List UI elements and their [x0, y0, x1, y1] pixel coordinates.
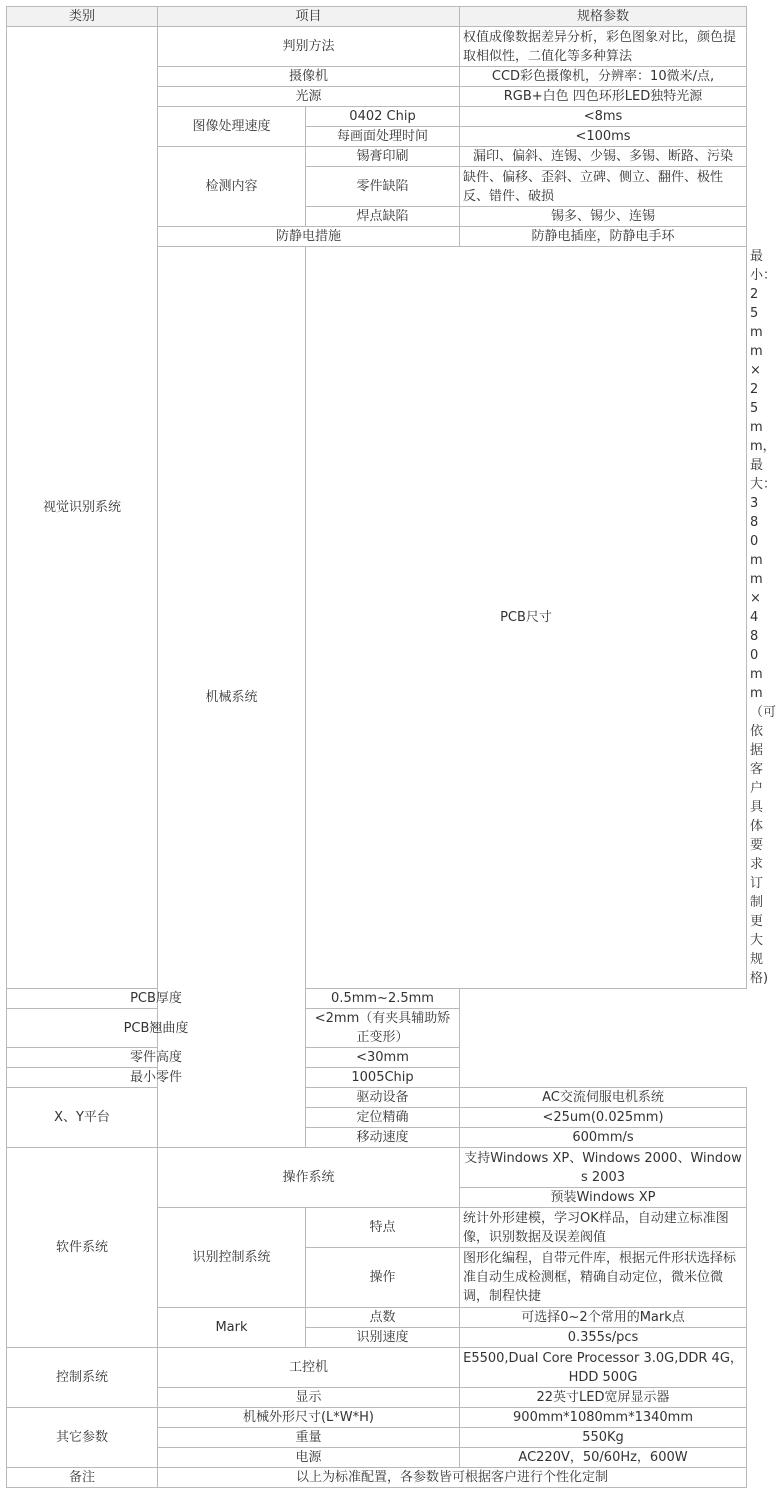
table-row: [7, 1048, 747, 1068]
spec-value: <100ms: [460, 127, 747, 147]
subitem-label: 0402 Chip: [306, 107, 460, 127]
spec-value: AC220V，50/60Hz，600W: [460, 1448, 747, 1468]
item-label: 操作系统: [158, 1148, 460, 1208]
item-label: 工控机: [158, 1348, 460, 1388]
table-row: [7, 1468, 747, 1488]
note-value: 以上为标准配置，各参数皆可根据客户进行个性化定制: [158, 1468, 747, 1488]
subitem-label: 每画面处理时间: [306, 127, 460, 147]
category-note: 备注: [7, 1468, 158, 1488]
subitem-label: 识别速度: [306, 1328, 460, 1348]
table-row: [7, 27, 747, 67]
subitem-label: 定位精确: [306, 1108, 460, 1128]
table-row: 机械系统 PCB尺寸 最小：25mm×25mm， 最大：380mm×480mm（可依据客户具体要求订制更大规格): [7, 247, 747, 989]
spec-value: 1005Chip: [306, 1068, 460, 1088]
spec-value: <2mm（有夹具辅助矫正变形）: [306, 1009, 460, 1048]
spec-value: 550Kg: [460, 1428, 747, 1448]
header-spec: 规格参数: [460, 7, 747, 27]
subitem-label: 点数: [306, 1308, 460, 1328]
category-ctrl: 控制系统: [7, 1348, 158, 1408]
table-row: [7, 989, 747, 1009]
header-category: 类别: [7, 7, 158, 27]
subitem-label: 驱动设备: [306, 1088, 460, 1108]
spec-value: 缺件、偏移、歪斜、立碑、侧立、翻件、极性反、错件、破损: [460, 167, 747, 207]
spec-value: CCD彩色摄像机，分辨率：10微米/点,: [460, 67, 747, 87]
spec-value: 0.355s/pcs: [460, 1328, 747, 1348]
spec-value: 图形化编程，自带元件库，根据元件形状选择标准自动生成检测框，精确自动定位，微米位微调，制程快捷: [460, 1248, 747, 1308]
item-label: PCB翘曲度: [7, 1009, 306, 1048]
item-group-label: 检测内容: [158, 147, 306, 227]
table-header-row: [7, 7, 747, 27]
spec-value: E5500,Dual Core Processor 3.0G,DDR 4G，HDD 500G: [460, 1348, 747, 1388]
item-group-label: 图像处理速度: [158, 107, 306, 147]
spec-value: 600mm/s: [460, 1128, 747, 1148]
table-row: [7, 1348, 747, 1388]
spec-value: RGB+白色 四色环形LED独特光源: [460, 87, 747, 107]
category-other: 其它参数: [7, 1408, 158, 1468]
item-label: 电源: [158, 1448, 460, 1468]
spec-value: <25um(0.025mm): [460, 1108, 747, 1128]
item-label: 显示: [158, 1388, 460, 1408]
item-label: 最小零件: [7, 1068, 306, 1088]
item-label: 重量: [158, 1428, 460, 1448]
item-group-label: X、Y平台: [7, 1088, 158, 1148]
spec-value: 漏印、偏斜、连锡、少锡、多锡、断路、污染: [460, 147, 747, 167]
subitem-label: 移动速度: [306, 1128, 460, 1148]
item-label: PCB厚度: [7, 989, 306, 1009]
category-vision: 视觉识别系统: [7, 27, 158, 989]
subitem-label: 锡膏印刷: [306, 147, 460, 167]
item-label: 防静电措施: [158, 227, 460, 247]
spec-value: AC交流伺服电机系统: [460, 1088, 747, 1108]
item-group-label: 识别控制系统: [158, 1208, 306, 1308]
spec-table: [6, 6, 776, 1488]
spec-value: 防静电插座，防静电手环: [460, 227, 747, 247]
spec-value: 预装Windows XP: [460, 1188, 747, 1208]
subitem-label: 零件缺陷: [306, 167, 460, 207]
table-row: [7, 1088, 747, 1108]
item-label: 判别方法: [158, 27, 460, 67]
spec-value: 权值成像数据差异分析，彩色图象对比，颜色提取相似性，二值化等多种算法: [460, 27, 747, 67]
item-label: 机械外形尺寸(L*W*H): [158, 1408, 460, 1428]
item-label: 零件高度: [7, 1048, 306, 1068]
subitem-label: 特点: [306, 1208, 460, 1248]
table-row: [7, 1408, 747, 1428]
spec-value: <8ms: [460, 107, 747, 127]
spec-value: 0.5mm~2.5mm: [306, 989, 460, 1009]
subitem-label: 操作: [306, 1248, 460, 1308]
spec-value: 900mm*1080mm*1340mm: [460, 1408, 747, 1428]
table-row: [7, 1009, 747, 1048]
item-label: 光源: [158, 87, 460, 107]
subitem-label: 焊点缺陷: [306, 207, 460, 227]
spec-value: 统计外形建模，学习OK样品，自动建立标准图像，识别数据及误差阀值: [460, 1208, 747, 1248]
item-label: PCB尺寸: [306, 247, 747, 989]
spec-value: <30mm: [306, 1048, 460, 1068]
spec-value: 锡多、锡少、连锡: [460, 207, 747, 227]
table-row: [7, 1148, 747, 1188]
spec-value: 可选择0~2个常用的Mark点: [460, 1308, 747, 1328]
item-label: 摄像机: [158, 67, 460, 87]
category-soft: 软件系统: [7, 1148, 158, 1348]
table-row: [7, 1068, 747, 1088]
category-mech: 机械系统: [158, 247, 306, 1148]
spec-value: 22英寸LED宽屏显示器: [460, 1388, 747, 1408]
spec-value: 支持Windows XP、Windows 2000、Windows 2003: [460, 1148, 747, 1188]
item-group-label: Mark: [158, 1308, 306, 1348]
header-item: 项目: [158, 7, 460, 27]
